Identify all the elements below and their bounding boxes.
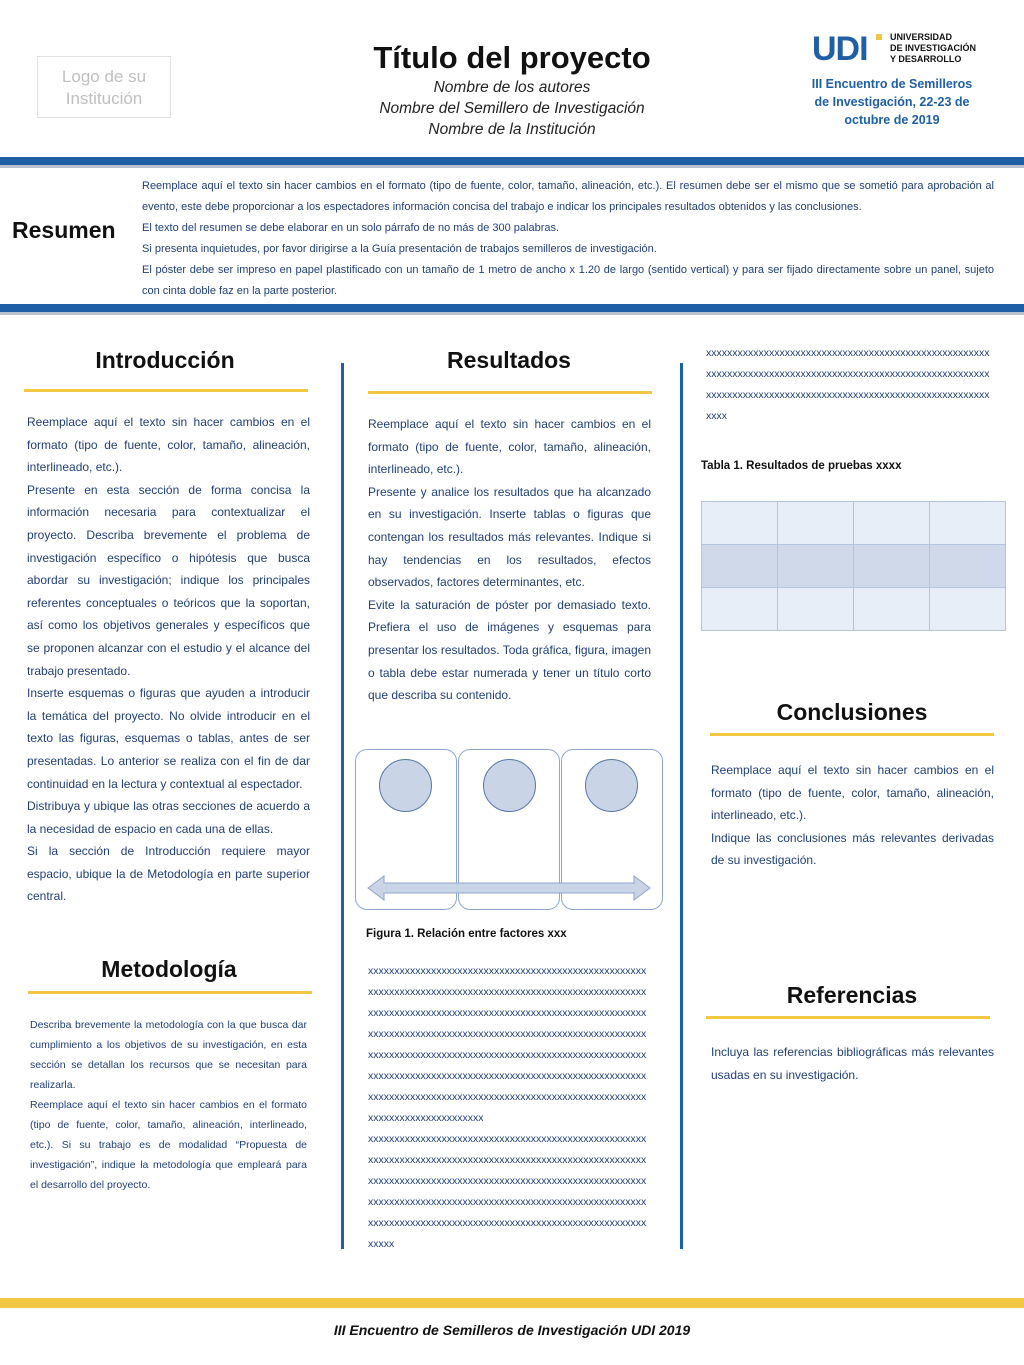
table-cell	[778, 545, 854, 588]
resumen-paragraph: Reemplace aquí el texto sin hacer cambios en el formato (tipo de fuente, color, tamaño, alineación, etc.). El resumen debe ser el mismo que se sometió para aprobación al evento, este debe proporcionar a los espectadores información concisa del trabajo e indicar los principales resultados obtenidos y las conclusiones.	[142, 180, 994, 213]
introduccion-paragraph: Si la sección de Introducción requiere mayor espacio, ubique la de Metodología en parte superior central.	[27, 844, 310, 904]
resultados-body	[368, 413, 651, 707]
referencias-paragraph: Incluya las referencias bibliográficas más relevantes usadas en su investigación.	[711, 1045, 994, 1082]
conclusiones-paragraph: Reemplace aquí el texto sin hacer cambios en el formato (tipo de fuente, color, tamaño, alineación, interlineado, etc.).	[711, 763, 994, 823]
resumen-paragraph: El póster debe ser impreso en papel plastificado con un tamaño de 1 metro de ancho x 1.20 de largo (sentido vertical) y para ser fijado directamente sobre un panel, sujeto con cinta doble faz en la parte posterior.	[142, 264, 994, 297]
resultados-heading: Resultados	[447, 347, 571, 373]
udi-mark: UDI	[812, 30, 868, 68]
results-table	[701, 501, 1006, 631]
referencias-heading: Referencias	[786, 982, 918, 1008]
seedbed-line: Nombre del Semillero de Investigación	[379, 100, 645, 117]
table-row	[702, 545, 1006, 588]
conclusiones-paragraph: Indique las conclusiones más relevantes derivadas de su investigación.	[711, 830, 994, 868]
resultados-paragraph: Reemplace aquí el texto sin hacer cambios en el formato (tipo de fuente, color, tamaño, alineación, interlineado, etc.).	[368, 417, 651, 477]
udi-line1: UNIVERSIDAD	[890, 32, 953, 42]
introduccion-paragraph: Reemplace aquí el texto sin hacer cambios en el formato (tipo de fuente, color, tamaño, alineación, interlineado, etc.).	[27, 415, 310, 475]
table-cell	[854, 588, 930, 631]
table-row	[702, 588, 1006, 631]
conclusiones-body	[711, 759, 994, 872]
table-row	[702, 502, 1006, 545]
metodologia-paragraph: Reemplace aquí el texto sin hacer cambios en el formato (tipo de fuente, color, tamaño, alineación, interlineado, etc.). Si su trabajo es de modalidad “Propuesta de investigación”, indique la metodología que empleará para el desarrollo del proyecto.	[30, 1099, 307, 1191]
column-separator-right	[680, 363, 683, 1249]
resultados-underline	[368, 391, 652, 394]
logo-placeholder: Logo de su Institución	[37, 56, 171, 118]
table-cell	[778, 502, 854, 545]
header-divider-shadow	[0, 165, 1024, 168]
event-info	[800, 75, 984, 129]
udi-dot	[876, 34, 882, 40]
figure-circle-2	[483, 759, 536, 812]
table-cell	[778, 588, 854, 631]
conclusiones-heading: Conclusiones	[776, 699, 928, 725]
table-caption: Tabla 1. Resultados de pruebas xxxx	[701, 460, 902, 472]
footer-divider	[0, 1298, 1024, 1308]
table-cell	[930, 545, 1006, 588]
resumen-heading: Resumen	[12, 217, 116, 243]
table-cell	[930, 502, 1006, 545]
referencias-body	[711, 1041, 994, 1086]
resumen-paragraph: Si presenta inquietudes, por favor dirigirse a la Guía presentación de trabajos semilleros de investigación.	[142, 243, 657, 255]
udi-line2: DE INVESTIGACIÓN	[890, 43, 977, 53]
filler-paragraph: xxxxxxxxxxxxxxxxxxxxxxxxxxxxxxxxxxxxxxxxxxxxxxxxxxxxxxxxxxxxxxxxxxxxxxxxxxxxxxxxxxxxxxxxxxxxxxxxxxxxxxxxxxxxxxxxxxxxxxxxxxxxxxxxxxxxxxxxxxxxxxxxxxxxxxxxxxxxxxxxxxxxxxxxxxxxxxxxxxxxxxxxxxxxxxxxxxxxxxxxxxxxxxxxxxxxxxxxxxxxxxxxxxxxxxxxxxxxxxxxxxxxxxxxxxxxxxxxxxxxxxxxxxxxxx	[368, 1133, 647, 1250]
right-filler	[706, 343, 990, 427]
figure-circle-3	[585, 759, 638, 812]
conclusiones-underline	[710, 733, 994, 736]
introduccion-paragraph: Inserte esquemas o figuras que ayuden a introducir la temática del proyecto. No olvide introducir en el texto las figuras, esquemas o tablas, antes de ser presentadas. Lo anterior se realiza con el fin de dar continuidad en la lectura y contextual al espectador.	[27, 686, 310, 791]
table-cell	[702, 502, 778, 545]
resumen-divider	[0, 304, 1024, 312]
filler-paragraph: xxxxxxxxxxxxxxxxxxxxxxxxxxxxxxxxxxxxxxxxxxxxxxxxxxxxxxxxxxxxxxxxxxxxxxxxxxxxxxxxxxxxxxxxxxxxxxxxxxxxxxxxxxxxxxxxxxxxxxxxxxxxxxxxxxxxxxxxxxxxxxxxxxxxxxxxxxxxxxxxxxxxxxxxxxxxxxxxxxxxxxxxxxxxxxxxxxxxxxxxxxxxxxxxxxxxxxxxxxxxxxxxxxxxxxxxxxxxxxxxxxxxxxxxxxxxxxxxxxxxxxxxxxxxxxxxxxxxxxxxxxxxxxxxxxxxxxxxxxxxxxxxxxxxxxxxxxxxxxxxxxxxxxxxxxxxxxxxxxxxxxxxxxxxxxxxxxxxxxxxxxxxxxxxxxxxxxxxxxxxxxxxxxxxxxxxx	[368, 965, 647, 1124]
event-line2: de Investigación, 22-23 de	[814, 95, 970, 109]
event-line1: III Encuentro de Semilleros	[811, 77, 973, 91]
resumen-paragraph: El texto del resumen se debe elaborar en un solo párrafo de no más de 300 palabras.	[142, 222, 560, 234]
introduccion-heading: Introducción	[95, 347, 235, 373]
figure-caption: Figura 1. Relación entre factores xxx	[366, 928, 567, 940]
table-cell	[702, 588, 778, 631]
resumen-divider-shadow	[0, 312, 1024, 315]
table-cell	[702, 545, 778, 588]
table-cell	[854, 502, 930, 545]
poster-title: Título del proyecto	[373, 40, 651, 75]
introduccion-body	[27, 411, 310, 908]
figure-double-arrow	[366, 874, 652, 902]
filler-paragraph: xxxxxxxxxxxxxxxxxxxxxxxxxxxxxxxxxxxxxxxxxxxxxxxxxxxxxxxxxxxxxxxxxxxxxxxxxxxxxxxxxxxxxxxxxxxxxxxxxxxxxxxxxxxxxxxxxxxxxxxxxxxxxxxxxxxxxxxxxxxxxxxxxxxxxxxxxxxxxxxxxxxxxx	[706, 347, 990, 422]
resultados-filler	[368, 961, 651, 1255]
authors-line: Nombre de los autores	[433, 79, 591, 96]
metodologia-heading: Metodología	[101, 956, 237, 982]
udi-wordmark	[890, 32, 976, 65]
table-cell	[930, 588, 1006, 631]
column-separator-left	[341, 363, 344, 1249]
metodologia-paragraph: Describa brevemente la metodología con la que busca dar cumplimiento a los objetivos de su investigación, en esta sección se detallan los recursos que se necesitan para realizarla.	[30, 1019, 307, 1091]
introduccion-paragraph: Distribuya y ubique las otras secciones de acuerdo a la necesidad de espacio en cada una de ellas.	[27, 799, 310, 836]
resultados-paragraph: Evite la saturación de póster por demasiado texto. Prefiera el uso de imágenes y esquemas para presentar los resultados. Toda gráfica, figura, imagen o tabla debe estar numerada y tener un título corto que describa su contenido.	[368, 597, 651, 703]
resumen-body	[142, 176, 994, 302]
introduccion-paragraph: Presente en esta sección de forma concisa la información necesaria para contextualizar el proyecto. Describa brevemente el problema de investigación específico o hipótesis que busca abordar su investigación; indique los principales referentes conceptuales o teóricos que la soportan, así como los objetivos generales y específicos que se proponen alcanzar con el estudio y el alcance del trabajo presentado.	[27, 482, 310, 678]
metodologia-body	[30, 1015, 307, 1195]
figure-circle-1	[379, 759, 432, 812]
event-line3: octubre de 2019	[844, 113, 940, 127]
udi-logo	[812, 32, 992, 66]
resultados-paragraph: Presente y analice los resultados que ha alcanzado en su investigación. Inserte tablas o figuras que contengan los resultados más relevantes. Indique si hay tendencias en los resultados, efectos observados, factores determinantes, etc.	[368, 484, 651, 590]
header-divider	[0, 157, 1024, 165]
metodologia-underline	[28, 991, 312, 994]
referencias-underline	[706, 1016, 990, 1019]
udi-line3: Y DESARROLLO	[890, 54, 962, 64]
footer-text: III Encuentro de Semilleros de Investigación UDI 2019	[333, 1322, 691, 1338]
introduccion-underline	[24, 389, 308, 392]
institution-line: Nombre de la Institución	[428, 121, 596, 138]
table-cell	[854, 545, 930, 588]
